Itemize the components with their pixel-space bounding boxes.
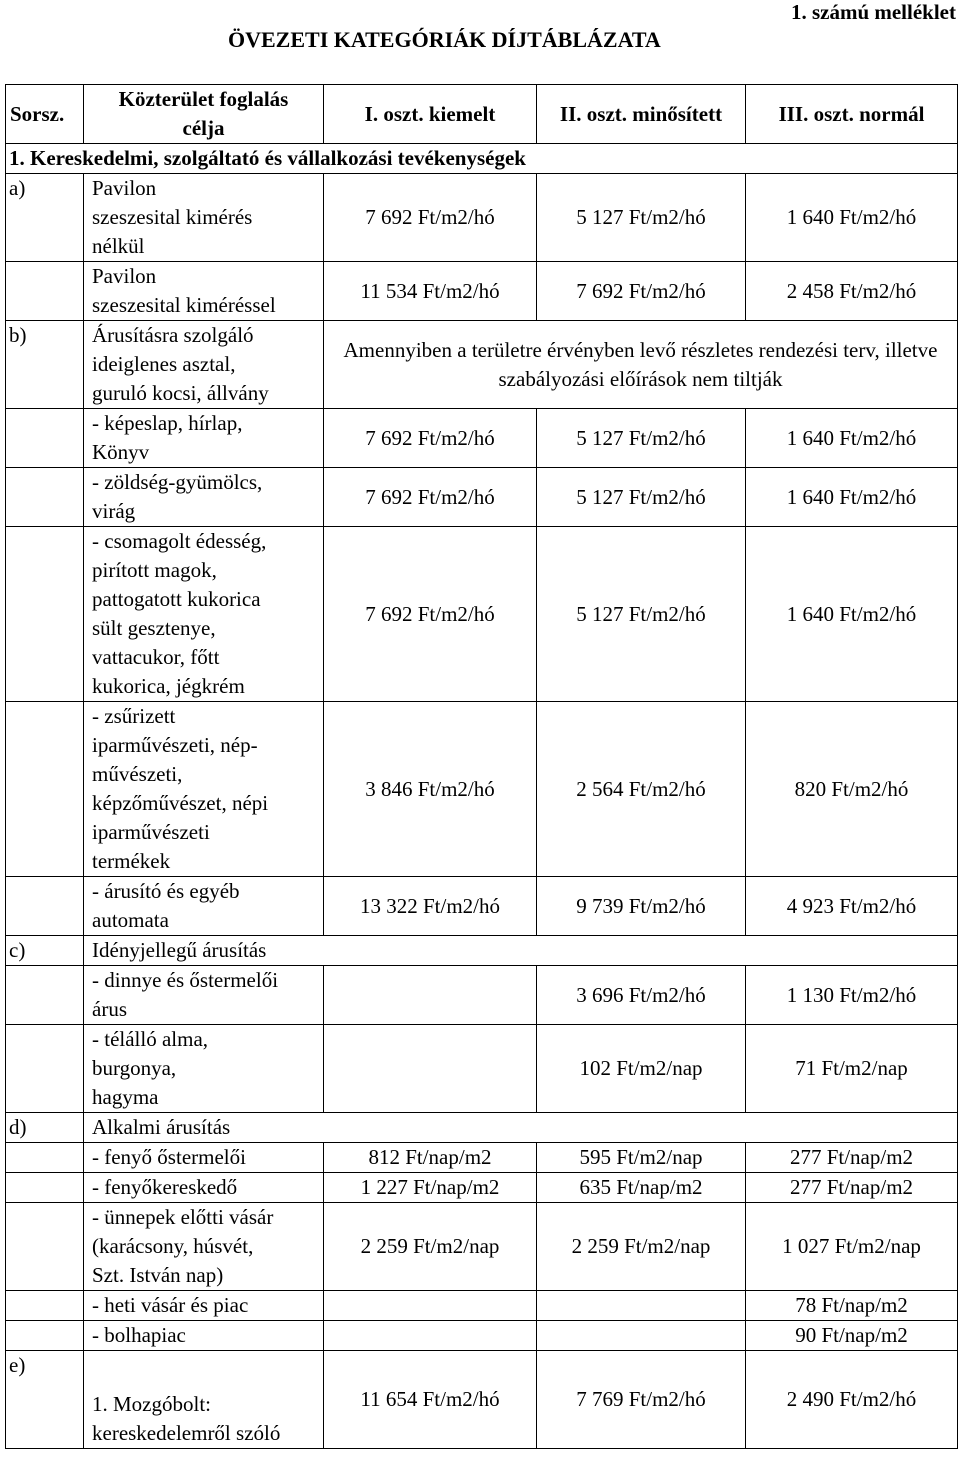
- fee-class-3: 820 Ft/m2/hó: [746, 702, 958, 877]
- table-header-row: [6, 85, 958, 144]
- fee-class-2: 7 769 Ft/m2/hó: [537, 1351, 746, 1449]
- header-class-2: II. oszt. minősített: [537, 85, 746, 144]
- table-row: [6, 966, 958, 1025]
- table-row: [6, 1203, 958, 1291]
- fee-class-1: 1 227 Ft/nap/m2: [324, 1173, 537, 1203]
- fee-class-3: 1 640 Ft/m2/hó: [746, 174, 958, 262]
- table-row: [6, 1143, 958, 1173]
- table-row: [6, 409, 958, 468]
- fee-class-1: 7 692 Ft/m2/hó: [324, 409, 537, 468]
- fee-class-2: 5 127 Ft/m2/hó: [537, 174, 746, 262]
- row-number: [6, 702, 84, 877]
- row-purpose: - csomagolt édesség, pirított magok, pattogatott kukorica sült gesztenye, vattacukor, főtt kukorica, jégkrém: [84, 527, 324, 702]
- row-purpose: Idényjellegű árusítás: [84, 936, 958, 966]
- fee-class-2: [537, 1321, 746, 1351]
- fee-class-1: [324, 1025, 537, 1113]
- row-number: a): [6, 174, 84, 262]
- fee-class-3: 2 490 Ft/m2/hó: [746, 1351, 958, 1449]
- table-row: [6, 702, 958, 877]
- row-purpose: Pavilon szeszesital kiméréssel: [84, 262, 324, 321]
- row-purpose: - árusító és egyéb automata: [84, 877, 324, 936]
- fee-class-2: 5 127 Ft/m2/hó: [537, 527, 746, 702]
- fee-class-1: 3 846 Ft/m2/hó: [324, 702, 537, 877]
- row-number: [6, 468, 84, 527]
- header-serial-number: Sorsz.: [6, 85, 84, 144]
- row-number: c): [6, 936, 84, 966]
- row-number: [6, 527, 84, 702]
- fee-class-1: 13 322 Ft/m2/hó: [324, 877, 537, 936]
- row-purpose: - zsűrizett iparművészeti, nép- művészeti, képzőművészet, népi iparművészeti termékek: [84, 702, 324, 877]
- row-purpose: - zöldség-gyümölcs, virág: [84, 468, 324, 527]
- fee-class-1: 7 692 Ft/m2/hó: [324, 174, 537, 262]
- fee-class-1: 812 Ft/nap/m2: [324, 1143, 537, 1173]
- row-number: [6, 1321, 84, 1351]
- fee-class-2: [537, 1291, 746, 1321]
- fee-class-3: 1 640 Ft/m2/hó: [746, 527, 958, 702]
- fee-class-1: [324, 1321, 537, 1351]
- row-purpose: - képeslap, hírlap, Könyv: [84, 409, 324, 468]
- fee-class-1: 7 692 Ft/m2/hó: [324, 527, 537, 702]
- fee-class-2: 5 127 Ft/m2/hó: [537, 409, 746, 468]
- row-purpose: 1. Mozgóbolt: kereskedelemről szóló: [84, 1351, 324, 1449]
- section-heading: 1. Kereskedelmi, szolgáltató és vállalkozási tevékenységek: [6, 144, 958, 174]
- row-number: [6, 877, 84, 936]
- table-row: [6, 321, 958, 409]
- fee-class-3: 1 640 Ft/m2/hó: [746, 468, 958, 527]
- fee-table: [5, 84, 958, 1449]
- fee-class-2: 2 259 Ft/m2/nap: [537, 1203, 746, 1291]
- row-purpose: Árusításra szolgáló ideiglenes asztal, guruló kocsi, állvány: [84, 321, 324, 409]
- fee-class-3: 1 130 Ft/m2/hó: [746, 966, 958, 1025]
- table-row: [6, 527, 958, 702]
- table-row: [6, 262, 958, 321]
- fee-class-3: 78 Ft/nap/m2: [746, 1291, 958, 1321]
- row-purpose: - fenyőkereskedő: [84, 1173, 324, 1203]
- fee-class-3: 4 923 Ft/m2/hó: [746, 877, 958, 936]
- row-number: b): [6, 321, 84, 409]
- row-number: d): [6, 1113, 84, 1143]
- annex-label: 1. számú melléklet: [790, 0, 956, 24]
- row-purpose: - bolhapiac: [84, 1321, 324, 1351]
- row-purpose: - fenyő őstermelői: [84, 1143, 324, 1173]
- row-number: [6, 409, 84, 468]
- fee-class-3: 277 Ft/nap/m2: [746, 1143, 958, 1173]
- fee-class-2: 635 Ft/nap/m2: [537, 1173, 746, 1203]
- table-row: [6, 1173, 958, 1203]
- fee-class-2: 9 739 Ft/m2/hó: [537, 877, 746, 936]
- regulation-note: Amennyiben a területre érvényben levő részletes rendezési terv, illetve szabályozási előírások nem tiltják: [324, 321, 958, 409]
- row-number: [6, 262, 84, 321]
- row-number: [6, 1173, 84, 1203]
- fee-class-2: 102 Ft/m2/nap: [537, 1025, 746, 1113]
- fee-class-3: 1 640 Ft/m2/hó: [746, 409, 958, 468]
- table-row: [6, 1321, 958, 1351]
- fee-class-3: 71 Ft/m2/nap: [746, 1025, 958, 1113]
- table-row: [6, 174, 958, 262]
- fee-class-2: 2 564 Ft/m2/hó: [537, 702, 746, 877]
- fee-class-1: 2 259 Ft/m2/nap: [324, 1203, 537, 1291]
- fee-class-2: 595 Ft/m2/nap: [537, 1143, 746, 1173]
- table-row: [6, 1351, 958, 1449]
- fee-class-1: 11 654 Ft/m2/hó: [324, 1351, 537, 1449]
- row-number: [6, 1203, 84, 1291]
- row-number: [6, 1291, 84, 1321]
- fee-class-1: [324, 1291, 537, 1321]
- row-number: [6, 1025, 84, 1113]
- fee-class-2: 7 692 Ft/m2/hó: [537, 262, 746, 321]
- row-purpose: Alkalmi árusítás: [84, 1113, 958, 1143]
- row-purpose: - télálló alma, burgonya, hagyma: [84, 1025, 324, 1113]
- fee-class-3: 90 Ft/nap/m2: [746, 1321, 958, 1351]
- table-row: [6, 936, 958, 966]
- row-number: e): [6, 1351, 84, 1449]
- fee-class-3: 2 458 Ft/m2/hó: [746, 262, 958, 321]
- header-class-1: I. oszt. kiemelt: [324, 85, 537, 144]
- row-number: [6, 966, 84, 1025]
- row-purpose: - ünnepek előtti vásár (karácsony, húsvét, Szt. István nap): [84, 1203, 324, 1291]
- row-number: [6, 1143, 84, 1173]
- row-purpose: - dinnye és őstermelői árus: [84, 966, 324, 1025]
- page-title: ÖVEZETI KATEGÓRIÁK DÍJTÁBLÁZATA: [228, 27, 661, 52]
- table-row: [6, 1291, 958, 1321]
- row-purpose: Pavilon szeszesital kimérés nélkül: [84, 174, 324, 262]
- fee-class-2: 5 127 Ft/m2/hó: [537, 468, 746, 527]
- fee-class-3: 277 Ft/nap/m2: [746, 1173, 958, 1203]
- fee-class-3: 1 027 Ft/m2/nap: [746, 1203, 958, 1291]
- header-purpose: Közterület foglalás célja: [84, 85, 324, 144]
- table-row: [6, 1025, 958, 1113]
- fee-class-1: 7 692 Ft/m2/hó: [324, 468, 537, 527]
- row-purpose: - heti vásár és piac: [84, 1291, 324, 1321]
- fee-class-1: 11 534 Ft/m2/hó: [324, 262, 537, 321]
- table-row: [6, 877, 958, 936]
- header-class-3: III. oszt. normál: [746, 85, 958, 144]
- table-row: [6, 468, 958, 527]
- section-row: [6, 144, 958, 174]
- table-row: [6, 1113, 958, 1143]
- fee-class-1: [324, 966, 537, 1025]
- fee-class-2: 3 696 Ft/m2/hó: [537, 966, 746, 1025]
